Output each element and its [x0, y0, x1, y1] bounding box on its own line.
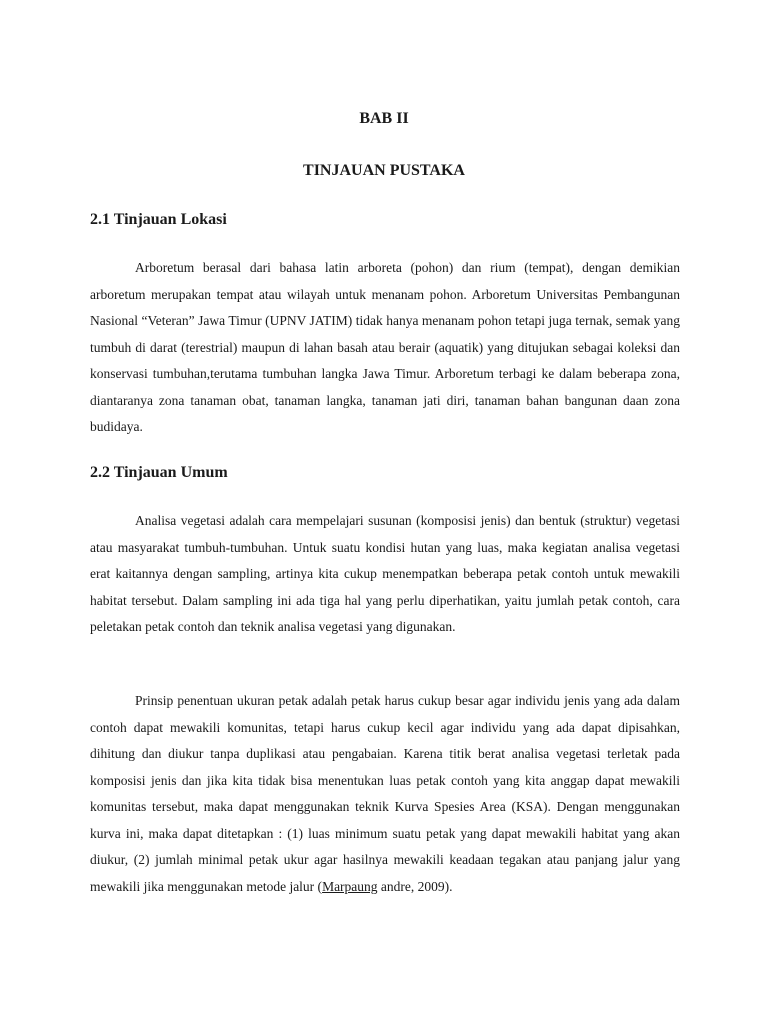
- section-heading-tinjauan-umum: 2.2 Tinjauan Umum: [90, 464, 228, 481]
- chapter-title: [0, 162, 768, 180]
- chapter-title-text: TINJAUAN PUSTAKA: [303, 162, 465, 179]
- section-heading-tinjauan-lokasi: 2.1 Tinjauan Lokasi: [90, 211, 227, 228]
- paragraph-prinsip-petak-text: Prinsip penentuan ukuran petak adalah petak harus cukup besar agar individu jenis yang ada dalam contoh dapat mewakili komunitas, tetapi harus cukup kecil agar individu yang ada dapat dipisahkan, dihitung dan diukur tanpa duplikasi atau pengabaian. Karena titik berat analisa vegetasi terletak pada komposisi jenis dan jika kita tidak bisa menentukan luas petak contoh yang kita anggap dapat mewakili komunitas tersebut, maka dapat menggunakan teknik Kurva Spesies Area (KSA). Dengan menggunakan kurva ini, maka dapat ditetapkan : (1) luas minimum suatu petak yang dapat mewakili habitat yang akan diukur, (2) jumlah minimal petak ukur agar hasilnya mewakili keadaan tegakan atau panjang jalur yang mewakili jika menggunakan metode jalur (: [90, 693, 680, 894]
- chapter-number: [0, 110, 768, 128]
- paragraph-prinsip-petak: [90, 688, 680, 900]
- paragraph-analisa-vegetasi: Analisa vegetasi adalah cara mempelajari susunan (komposisi jenis) dan bentuk (struktur) vegetasi atau masyarakat tumbuh-tumbuhan. Untuk suatu kondisi hutan yang luas, maka kegiatan analisa vegetasi erat kaitannya dengan sampling, artinya kita cukup menempatkan beberapa petak contoh untuk mewakili habitat tersebut. Dalam sampling ini ada tiga hal yang perlu diperhatikan, yaitu jumlah petak contoh, cara peletakan petak contoh dan teknik analisa vegetasi yang digunakan.: [90, 513, 680, 634]
- citation-author: Marpaung: [322, 878, 378, 894]
- citation-rest: andre, 2009).: [377, 878, 453, 894]
- chapter-number-text: BAB II: [359, 110, 409, 127]
- paragraph-tinjauan-lokasi: Arboretum berasal dari bahasa latin arboreta (pohon) dan rium (tempat), dengan demikian arboretum merupakan tempat atau wilayah untuk menanam pohon. Arboretum Universitas Pembangunan Nasional “Veteran” Jawa Timur (UPNV JATIM) tidak hanya menanam pohon tetapi juga ternak, semak yang tumbuh di darat (terestrial) maupun di lahan basah atau berair (aquatik) yang ditujukan sebagai koleksi dan konservasi tumbuhan,terutama tumbuhan langka Jawa Timur. Arboretum terbagi ke dalam beberapa zona, diantaranya zona tanaman obat, tanaman langka, tanaman jati diri, tanaman bahan bangunan daan zona budidaya.: [90, 260, 680, 434]
